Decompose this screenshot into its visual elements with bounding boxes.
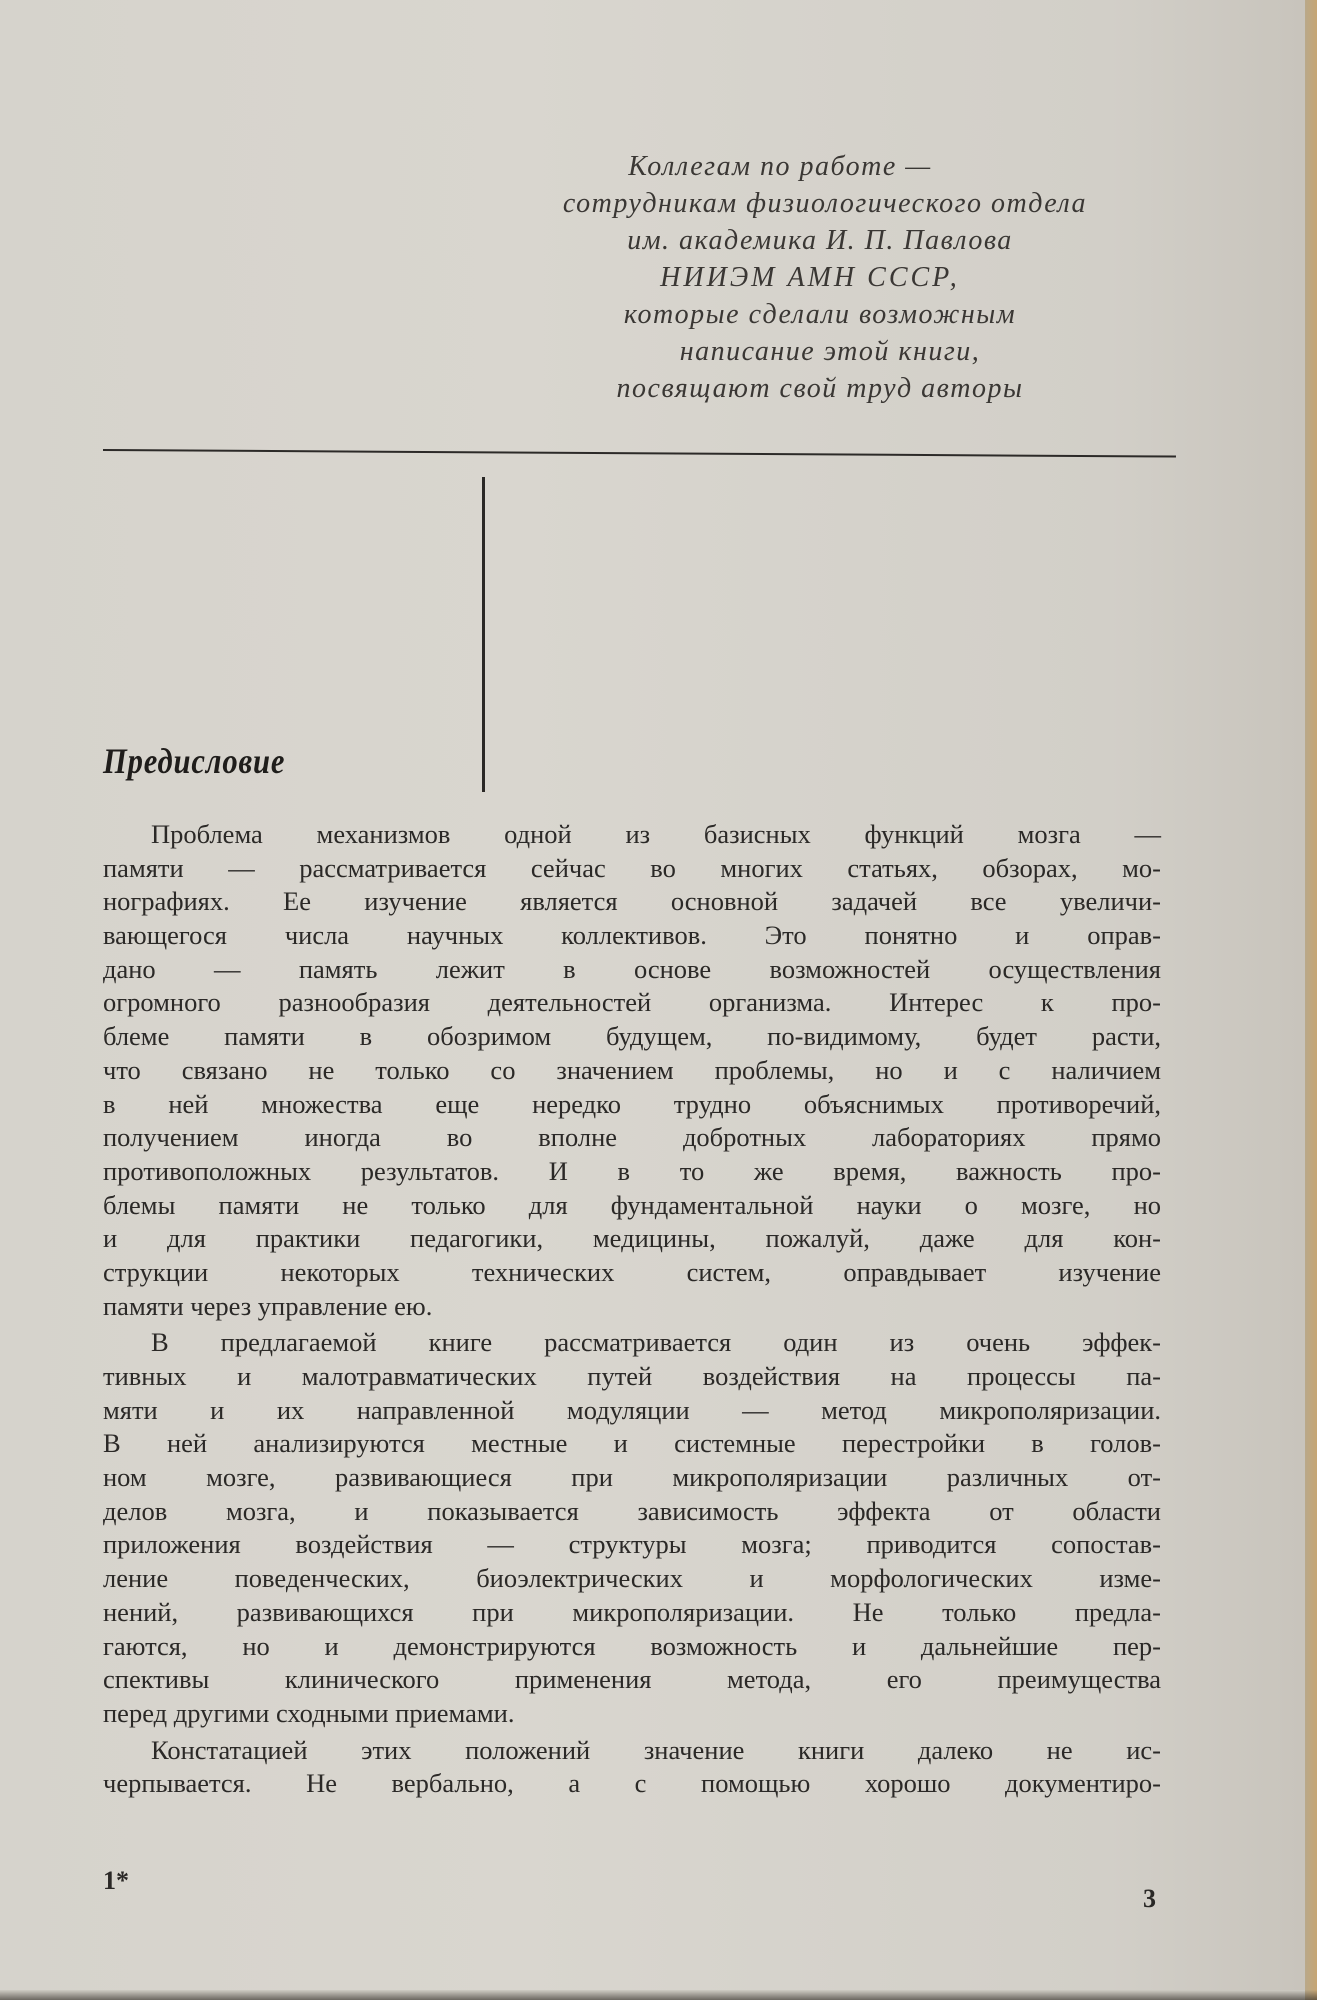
text-line: огромного разнообразия деятельностей организма. Интерес к про- bbox=[103, 987, 1161, 1018]
text-line: памяти — рассматривается сейчас во многих статьях, обзорах, мо- bbox=[103, 852, 1161, 883]
dedication-line: которые сделали возможным bbox=[623, 299, 1017, 330]
text-line: спективы клинического применения метода, его преимущества bbox=[103, 1664, 1161, 1695]
text-line: ном мозге, развивающиеся при микрополяризации различных от- bbox=[103, 1462, 1161, 1493]
signature-mark: 1* bbox=[103, 1866, 129, 1895]
text-line: получением иногда во вполне добротных лабораториях прямо bbox=[103, 1122, 1161, 1153]
text-line: струкции некоторых технических систем, оправдывает изучение bbox=[103, 1256, 1161, 1287]
text-line: ление поведенческих, биоэлектрических и морфологических изме- bbox=[103, 1563, 1161, 1594]
bottom-shadow bbox=[0, 1990, 1317, 2000]
text-line: приложения воздействия — структуры мозга; приводится сопостав- bbox=[103, 1529, 1161, 1560]
text-line: противоположных результатов. И в то же время, важность про- bbox=[103, 1155, 1161, 1186]
text-line: что связано не только со значением проблемы, но и с наличием bbox=[103, 1054, 1161, 1085]
text-line: В ней анализируются местные и системные перестройки в голов- bbox=[103, 1428, 1161, 1459]
text-line: блемы памяти не только для фундаментальной науки о мозге, но bbox=[103, 1189, 1161, 1220]
text-line: вающегося числа научных коллективов. Это понятно и оправ- bbox=[103, 920, 1161, 951]
text-line: Проблема механизмов одной из базисных функций мозга — bbox=[151, 819, 1161, 849]
paragraph bbox=[103, 1734, 1161, 1801]
paragraph bbox=[103, 1326, 1161, 1730]
text-line: гаются, но и демонстрируются возможность и дальнейшие пер- bbox=[103, 1630, 1161, 1661]
dedication-line: Коллегам по работе — bbox=[628, 151, 932, 182]
text-line: нений, развивающихся при микрополяризации. Не только предла- bbox=[103, 1596, 1161, 1627]
dedication bbox=[470, 148, 1170, 407]
dedication-line: посвящают свой труд авторы bbox=[616, 373, 1024, 404]
dedication-line: НИИЭМ АМН СССР, bbox=[660, 262, 960, 293]
text-line: нографиях. Ее изучение является основной задачей все увеличи- bbox=[103, 886, 1161, 917]
text-line: Констатацией этих положений значение книги далеко не ис- bbox=[151, 1734, 1161, 1765]
text-line: делов мозга, и показывается зависимость эффекта от области bbox=[103, 1495, 1161, 1526]
page-edge bbox=[1305, 0, 1317, 2000]
dedication-line: им. академика И. П. Павлова bbox=[627, 225, 1013, 256]
dedication-line: написание этой книги, bbox=[679, 336, 981, 367]
text-line: и для практики педагогики, медицины, пожалуй, даже для кон- bbox=[103, 1223, 1161, 1254]
paragraph bbox=[103, 818, 1161, 1323]
text-line: В предлагаемой книге рассматривается один из очень эффек- bbox=[151, 1327, 1161, 1358]
text-line: памяти через управление ею. bbox=[103, 1290, 433, 1321]
page-number: 3 bbox=[1143, 1884, 1156, 1913]
section-heading: Предисловие bbox=[103, 741, 286, 781]
text-line: тивных и малотравматических путей воздействия на процессы па- bbox=[103, 1361, 1161, 1391]
text-line: блеме памяти в обозримом будущем, по-видимому, будет расти, bbox=[103, 1021, 1161, 1052]
dedication-line: сотрудникам физиологического отдела bbox=[562, 188, 1088, 219]
body-text bbox=[103, 818, 1161, 1801]
text-line: мяти и их направленной модуляции — метод микрополяризации. bbox=[103, 1394, 1161, 1425]
horizontal-divider bbox=[103, 449, 1176, 458]
text-line: перед другими сходными приемами. bbox=[103, 1697, 515, 1728]
vertical-divider bbox=[482, 477, 485, 792]
text-line: в ней множества еще нередко трудно объяснимых противоречий, bbox=[103, 1088, 1161, 1119]
text-line: дано — память лежит в основе возможностей осуществления bbox=[103, 953, 1161, 984]
text-line: черпывается. Не вербально, а с помощью хорошо документиро- bbox=[103, 1768, 1161, 1799]
